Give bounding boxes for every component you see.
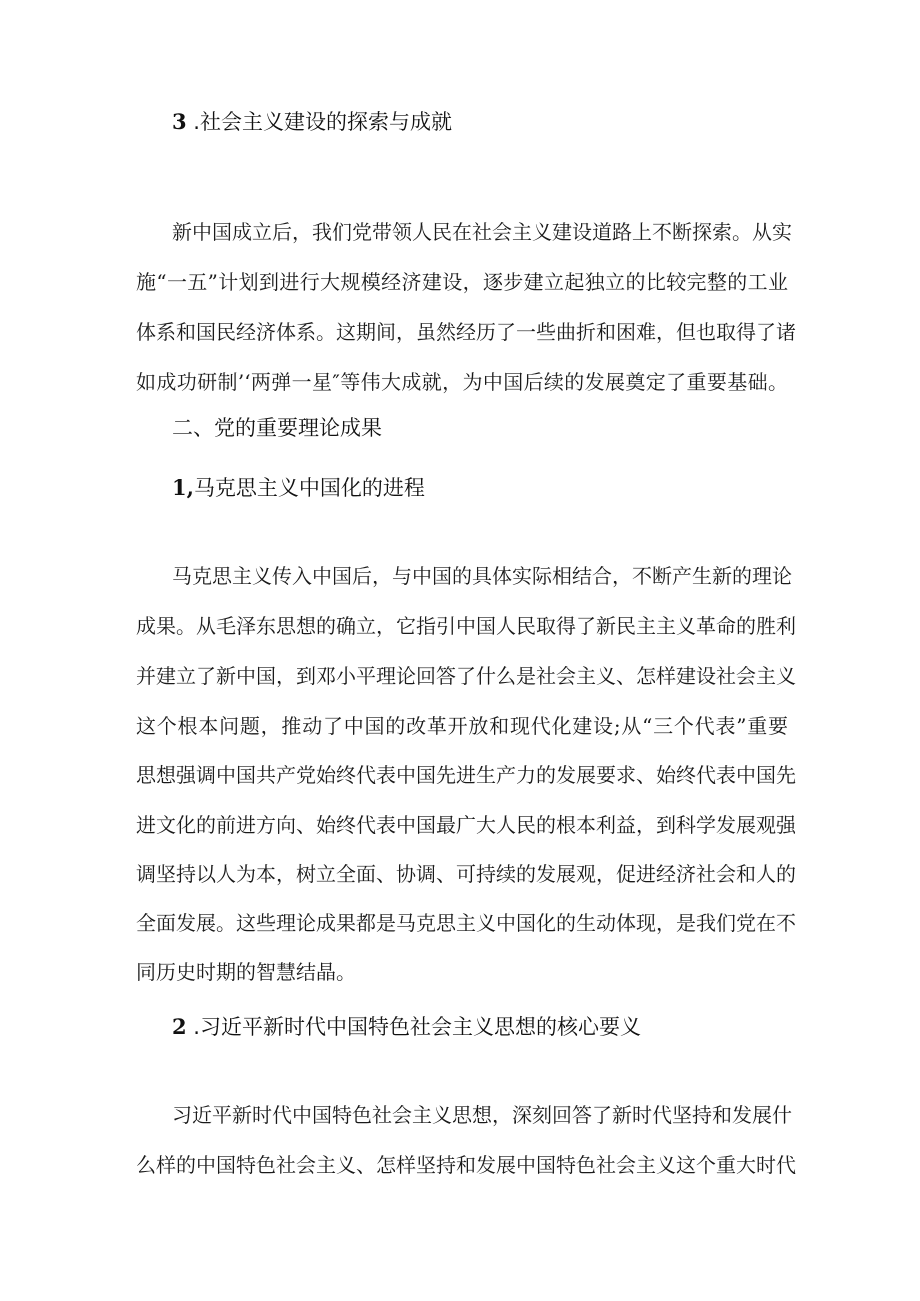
heading-number: 1, <box>172 475 194 500</box>
paragraph-line: 这个根本问题，推动了中国的改革开放和现代化建设;从“三个代表”重要 <box>136 714 788 738</box>
heading-text: .社会主义建设的探索与成就 <box>186 110 452 134</box>
paragraph-line: 思想强调中国共产党始终代表中国先进生产力的发展要求、始终代表中国先 <box>136 763 796 787</box>
heading-text: 二、党的重要理论成果 <box>172 416 382 440</box>
paragraph-line: 并建立了新中国，到邓小平理论回答了什么是社会主义、怎样建设社会主义 <box>136 664 796 688</box>
section-heading-3 <box>172 106 452 136</box>
paragraph-line: 施“一五”计划到进行大规模经济建设，逐步建立起独立的比较完整的工业 <box>136 270 788 294</box>
paragraph-line: 习近平新时代中国特色社会主义思想，深刻回答了新时代坚持和发展什 <box>172 1103 792 1127</box>
section-heading-2 <box>172 1011 641 1041</box>
heading-number: 3 <box>172 109 187 134</box>
paragraph-line: 么样的中国特色社会主义、怎样坚持和发展中国特色社会主义这个重大时代 <box>136 1153 796 1177</box>
paragraph-line: 同历史时期的智慧结晶。 <box>136 960 356 984</box>
paragraph-line: 成果。从毛泽东思想的确立，它指引中国人民取得了新民主主义革命的胜利 <box>136 614 796 638</box>
section-heading-1 <box>172 472 425 502</box>
paragraph-line: 马克思主义传入中国后，与中国的具体实际相结合，不断产生新的理论 <box>172 564 792 588</box>
paragraph-line: 全面发展。这些理论成果都是马克思主义中国化的生动体现，是我们党在不 <box>136 911 796 935</box>
paragraph-line: 进文化的前进方向、始终代表中国最广大人民的根本利益，到科学发展观强 <box>136 813 796 837</box>
paragraph-line: 调坚持以人为本，树立全面、协调、可持续的发展观，促进经济社会和人的 <box>136 862 796 886</box>
chapter-heading-2 <box>172 412 382 442</box>
heading-text: 马克思主义中国化的进程 <box>193 476 425 500</box>
paragraph-line: 体系和国民经济体系。这期间，虽然经历了一些曲折和困难，但也取得了诸 <box>136 320 796 344</box>
heading-text: .习近平新时代中国特色社会主义思想的核心要义 <box>186 1015 641 1039</box>
paragraph-line: 如成功研制’‘两弹一星″等伟大成就，为中国后续的发展奠定了重要基础。 <box>136 370 788 394</box>
paragraph-line: 新中国成立后，我们党带领人民在社会主义建设道路上不断探索。从实 <box>172 220 792 244</box>
heading-number: 2 <box>172 1014 187 1039</box>
